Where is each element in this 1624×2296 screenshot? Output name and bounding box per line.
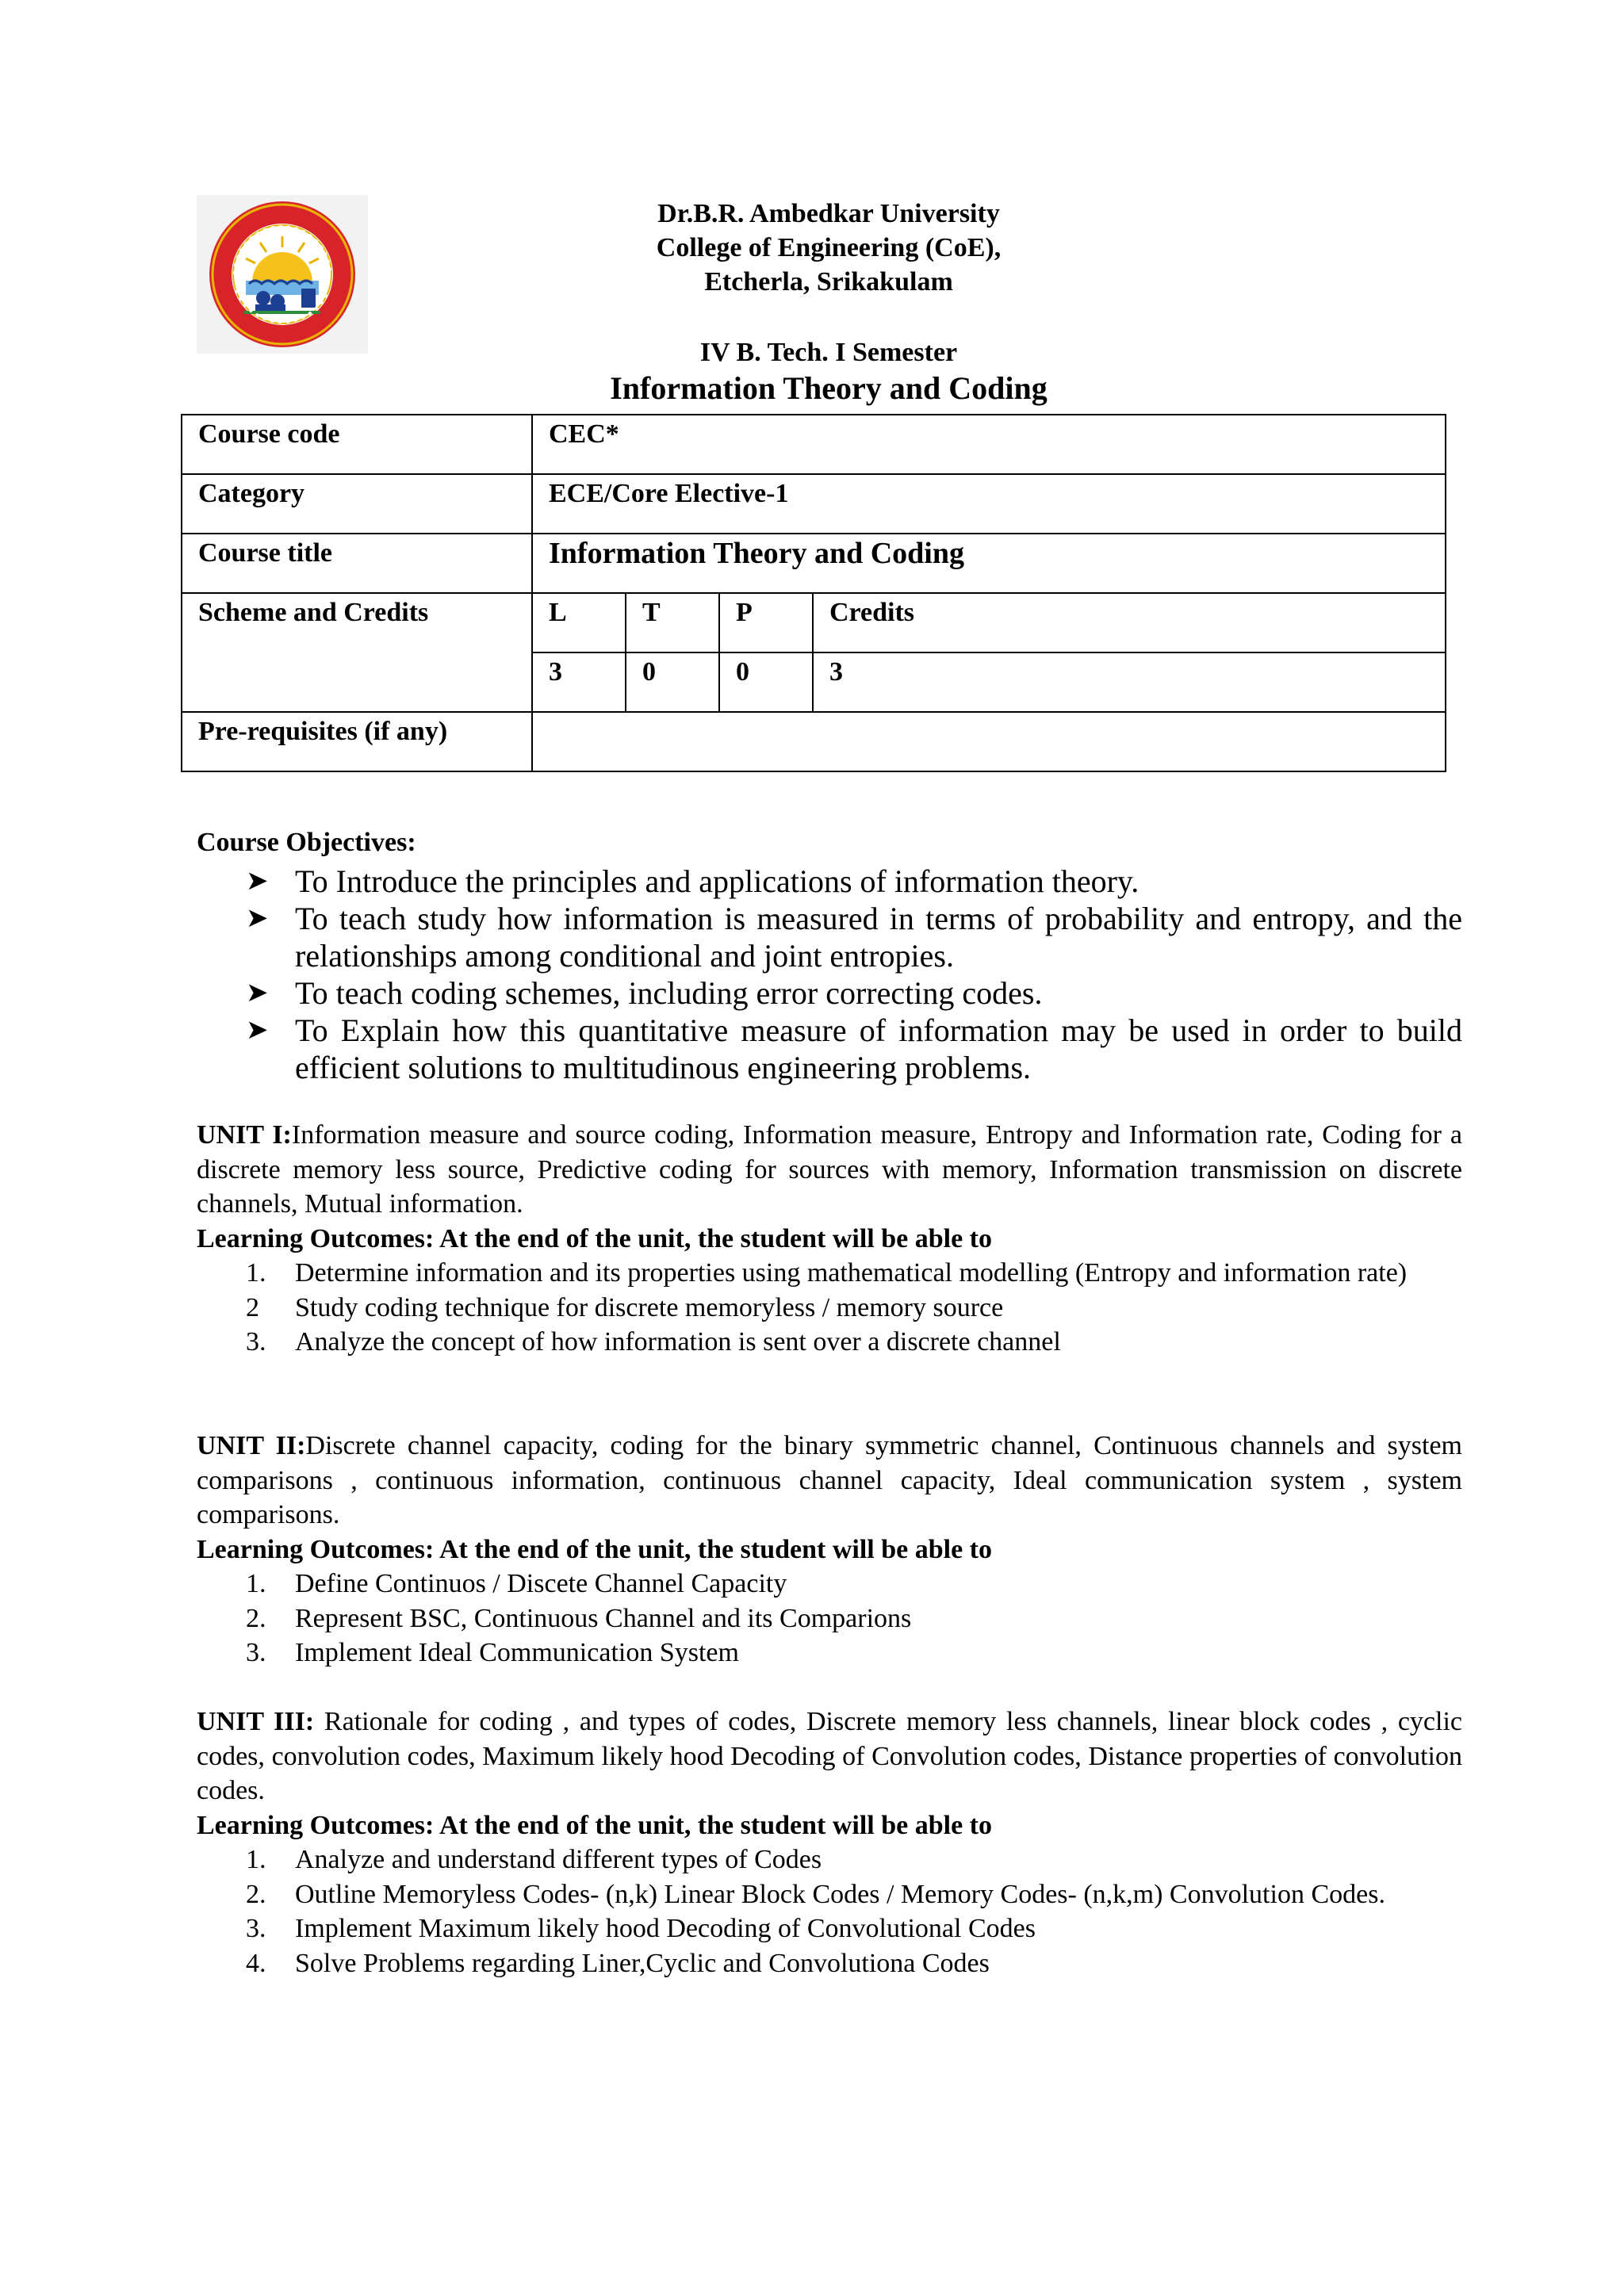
arrow-bullet-icon: ➤ bbox=[246, 904, 269, 933]
unit-3-description bbox=[197, 1705, 1462, 1808]
list-number: 2 bbox=[246, 1292, 259, 1322]
course-code-value: CEC* bbox=[532, 415, 1446, 474]
list-item bbox=[197, 1911, 1462, 1946]
unit-2-outcomes-list bbox=[197, 1567, 1462, 1670]
outcome-text: Implement Ideal Communication System bbox=[295, 1638, 739, 1667]
unit-1-text: Information measure and source coding, Information measure, Entropy and Information rate, Coding for a discrete memory less source, Predictive coding for sources with memory, Information transmission on discrete channels, Mutual information. bbox=[197, 1120, 1462, 1219]
list-item bbox=[197, 1877, 1462, 1912]
list-item bbox=[197, 1567, 1462, 1601]
list-number: 2. bbox=[246, 1603, 266, 1633]
semester-title: IV B. Tech. I Semester bbox=[699, 338, 958, 367]
outcome-text: Implement Maximum likely hood Decoding of Convolutional Codes bbox=[295, 1914, 1036, 1943]
list-number: 4. bbox=[246, 1948, 266, 1978]
course-title-label: Course title bbox=[182, 534, 532, 593]
objectives-heading: Course Objectives: bbox=[197, 828, 416, 857]
institution-header bbox=[508, 197, 1150, 299]
university-name: Dr.B.R. Ambedkar University bbox=[657, 199, 1000, 228]
list-item bbox=[197, 863, 1462, 900]
list-item bbox=[197, 1946, 1462, 1981]
university-seal-icon bbox=[197, 195, 368, 354]
unit-3-outcomes-heading: Learning Outcomes: At the end of the unit, the student will be able to bbox=[197, 1810, 992, 1840]
unit-2-text: Discrete channel capacity, coding for the binary symmetric channel, Continuous channels and system comparisons , continuous information, continuous channel capacity, Ideal communication system , system comparisons. bbox=[197, 1431, 1463, 1529]
objective-text: To Introduce the principles and applications of information theory. bbox=[295, 863, 1139, 899]
outcome-text: Define Continuos / Discete Channel Capacity bbox=[295, 1569, 787, 1598]
unit-1-outcomes-list bbox=[197, 1256, 1462, 1360]
table-row bbox=[182, 593, 1446, 652]
unit-2-outcomes-heading: Learning Outcomes: At the end of the unit, the student will be able to bbox=[197, 1534, 992, 1564]
list-item bbox=[197, 1256, 1462, 1291]
outcome-text: Solve Problems regarding Liner,Cyclic and Convolutiona Codes bbox=[295, 1948, 990, 1978]
unit-1-section bbox=[197, 1118, 1462, 1360]
scheme-value-p: 0 bbox=[719, 652, 813, 712]
unit-1-outcomes-heading: Learning Outcomes: At the end of the unit, the student will be able to bbox=[197, 1223, 992, 1253]
arrow-bullet-icon: ➤ bbox=[246, 978, 269, 1008]
prereq-label: Pre-requisites (if any) bbox=[182, 712, 532, 771]
outcome-text: Represent BSC, Continuous Channel and its Comparions bbox=[295, 1603, 912, 1633]
list-number: 3. bbox=[246, 1914, 266, 1943]
scheme-value-credits: 3 bbox=[813, 652, 1446, 712]
course-title-value: Information Theory and Coding bbox=[532, 534, 1446, 593]
prereq-value bbox=[532, 712, 1446, 771]
table-row bbox=[182, 474, 1446, 534]
list-item bbox=[197, 974, 1462, 1012]
list-item bbox=[197, 900, 1462, 974]
university-logo bbox=[197, 195, 368, 354]
list-item bbox=[197, 1012, 1462, 1086]
outcome-text: Study coding technique for discrete memoryless / memory source bbox=[295, 1292, 1004, 1322]
outcome-text: Analyze and understand different types of Codes bbox=[295, 1845, 822, 1874]
outcome-text: Analyze the concept of how information is sent over a discrete channel bbox=[295, 1327, 1061, 1357]
table-row bbox=[182, 712, 1446, 771]
list-item bbox=[197, 1636, 1462, 1670]
list-number: 2. bbox=[246, 1879, 266, 1909]
scheme-header-l: L bbox=[532, 593, 626, 652]
unit-3-label: UNIT III: bbox=[197, 1707, 315, 1736]
scheme-header-t: T bbox=[626, 593, 719, 652]
list-number: 1. bbox=[246, 1845, 266, 1874]
category-label: Category bbox=[182, 474, 532, 534]
list-item bbox=[197, 1291, 1462, 1326]
unit-1-label: UNIT I: bbox=[197, 1120, 292, 1150]
scheme-label: Scheme and Credits bbox=[182, 593, 532, 712]
table-row bbox=[182, 534, 1446, 593]
objectives-list bbox=[197, 863, 1462, 1086]
outcome-text: Outline Memoryless Codes- (n,k) Linear Block Codes / Memory Codes- (n,k,m) Convolution Codes. bbox=[295, 1879, 1385, 1909]
scheme-header-credits: Credits bbox=[813, 593, 1446, 652]
college-location: Etcherla, Srikakulam bbox=[704, 267, 953, 297]
unit-1-description bbox=[197, 1118, 1462, 1222]
scheme-header-p: P bbox=[719, 593, 813, 652]
arrow-bullet-icon: ➤ bbox=[246, 1016, 269, 1045]
list-number: 3. bbox=[246, 1638, 266, 1667]
table-row bbox=[182, 415, 1446, 474]
course-code-label: Course code bbox=[182, 415, 532, 474]
scheme-value-t: 0 bbox=[626, 652, 719, 712]
objective-text: To teach coding schemes, including error correcting codes. bbox=[295, 975, 1043, 1011]
scheme-value-l: 3 bbox=[532, 652, 626, 712]
list-item bbox=[197, 1325, 1462, 1360]
list-item bbox=[197, 1843, 1462, 1877]
list-number: 1. bbox=[246, 1569, 266, 1598]
objective-text: To Explain how this quantitative measure of information may be used in order to build efficient solutions to multitudinous engineering problems. bbox=[295, 1012, 1462, 1085]
college-name: College of Engineering (CoE), bbox=[656, 233, 1002, 262]
unit-2-description bbox=[197, 1429, 1462, 1533]
list-item bbox=[197, 1601, 1462, 1636]
course-title-heading: Information Theory and Coding bbox=[610, 370, 1048, 406]
objective-text: To teach study how information is measured in terms of probability and entropy, and the relationships among conditional and joint entropies. bbox=[295, 901, 1462, 974]
list-number: 1. bbox=[246, 1258, 266, 1288]
unit-2-section bbox=[197, 1429, 1462, 1670]
list-number: 3. bbox=[246, 1327, 266, 1357]
arrow-bullet-icon: ➤ bbox=[246, 867, 269, 896]
outcome-text: Determine information and its properties using mathematical modelling (Entropy and information rate) bbox=[295, 1258, 1408, 1288]
unit-3-outcomes-list bbox=[197, 1843, 1462, 1980]
course-info-table bbox=[181, 414, 1446, 772]
category-value: ECE/Core Elective-1 bbox=[532, 474, 1446, 534]
unit-3-text: Rationale for coding , and types of codes, Discrete memory less channels, linear block codes , cyclic codes, convolution codes, Maximum likely hood Decoding of Convolution codes, Distance properties of convolution codes. bbox=[197, 1707, 1462, 1805]
unit-2-label: UNIT II: bbox=[197, 1431, 306, 1460]
unit-3-section bbox=[197, 1705, 1462, 1980]
